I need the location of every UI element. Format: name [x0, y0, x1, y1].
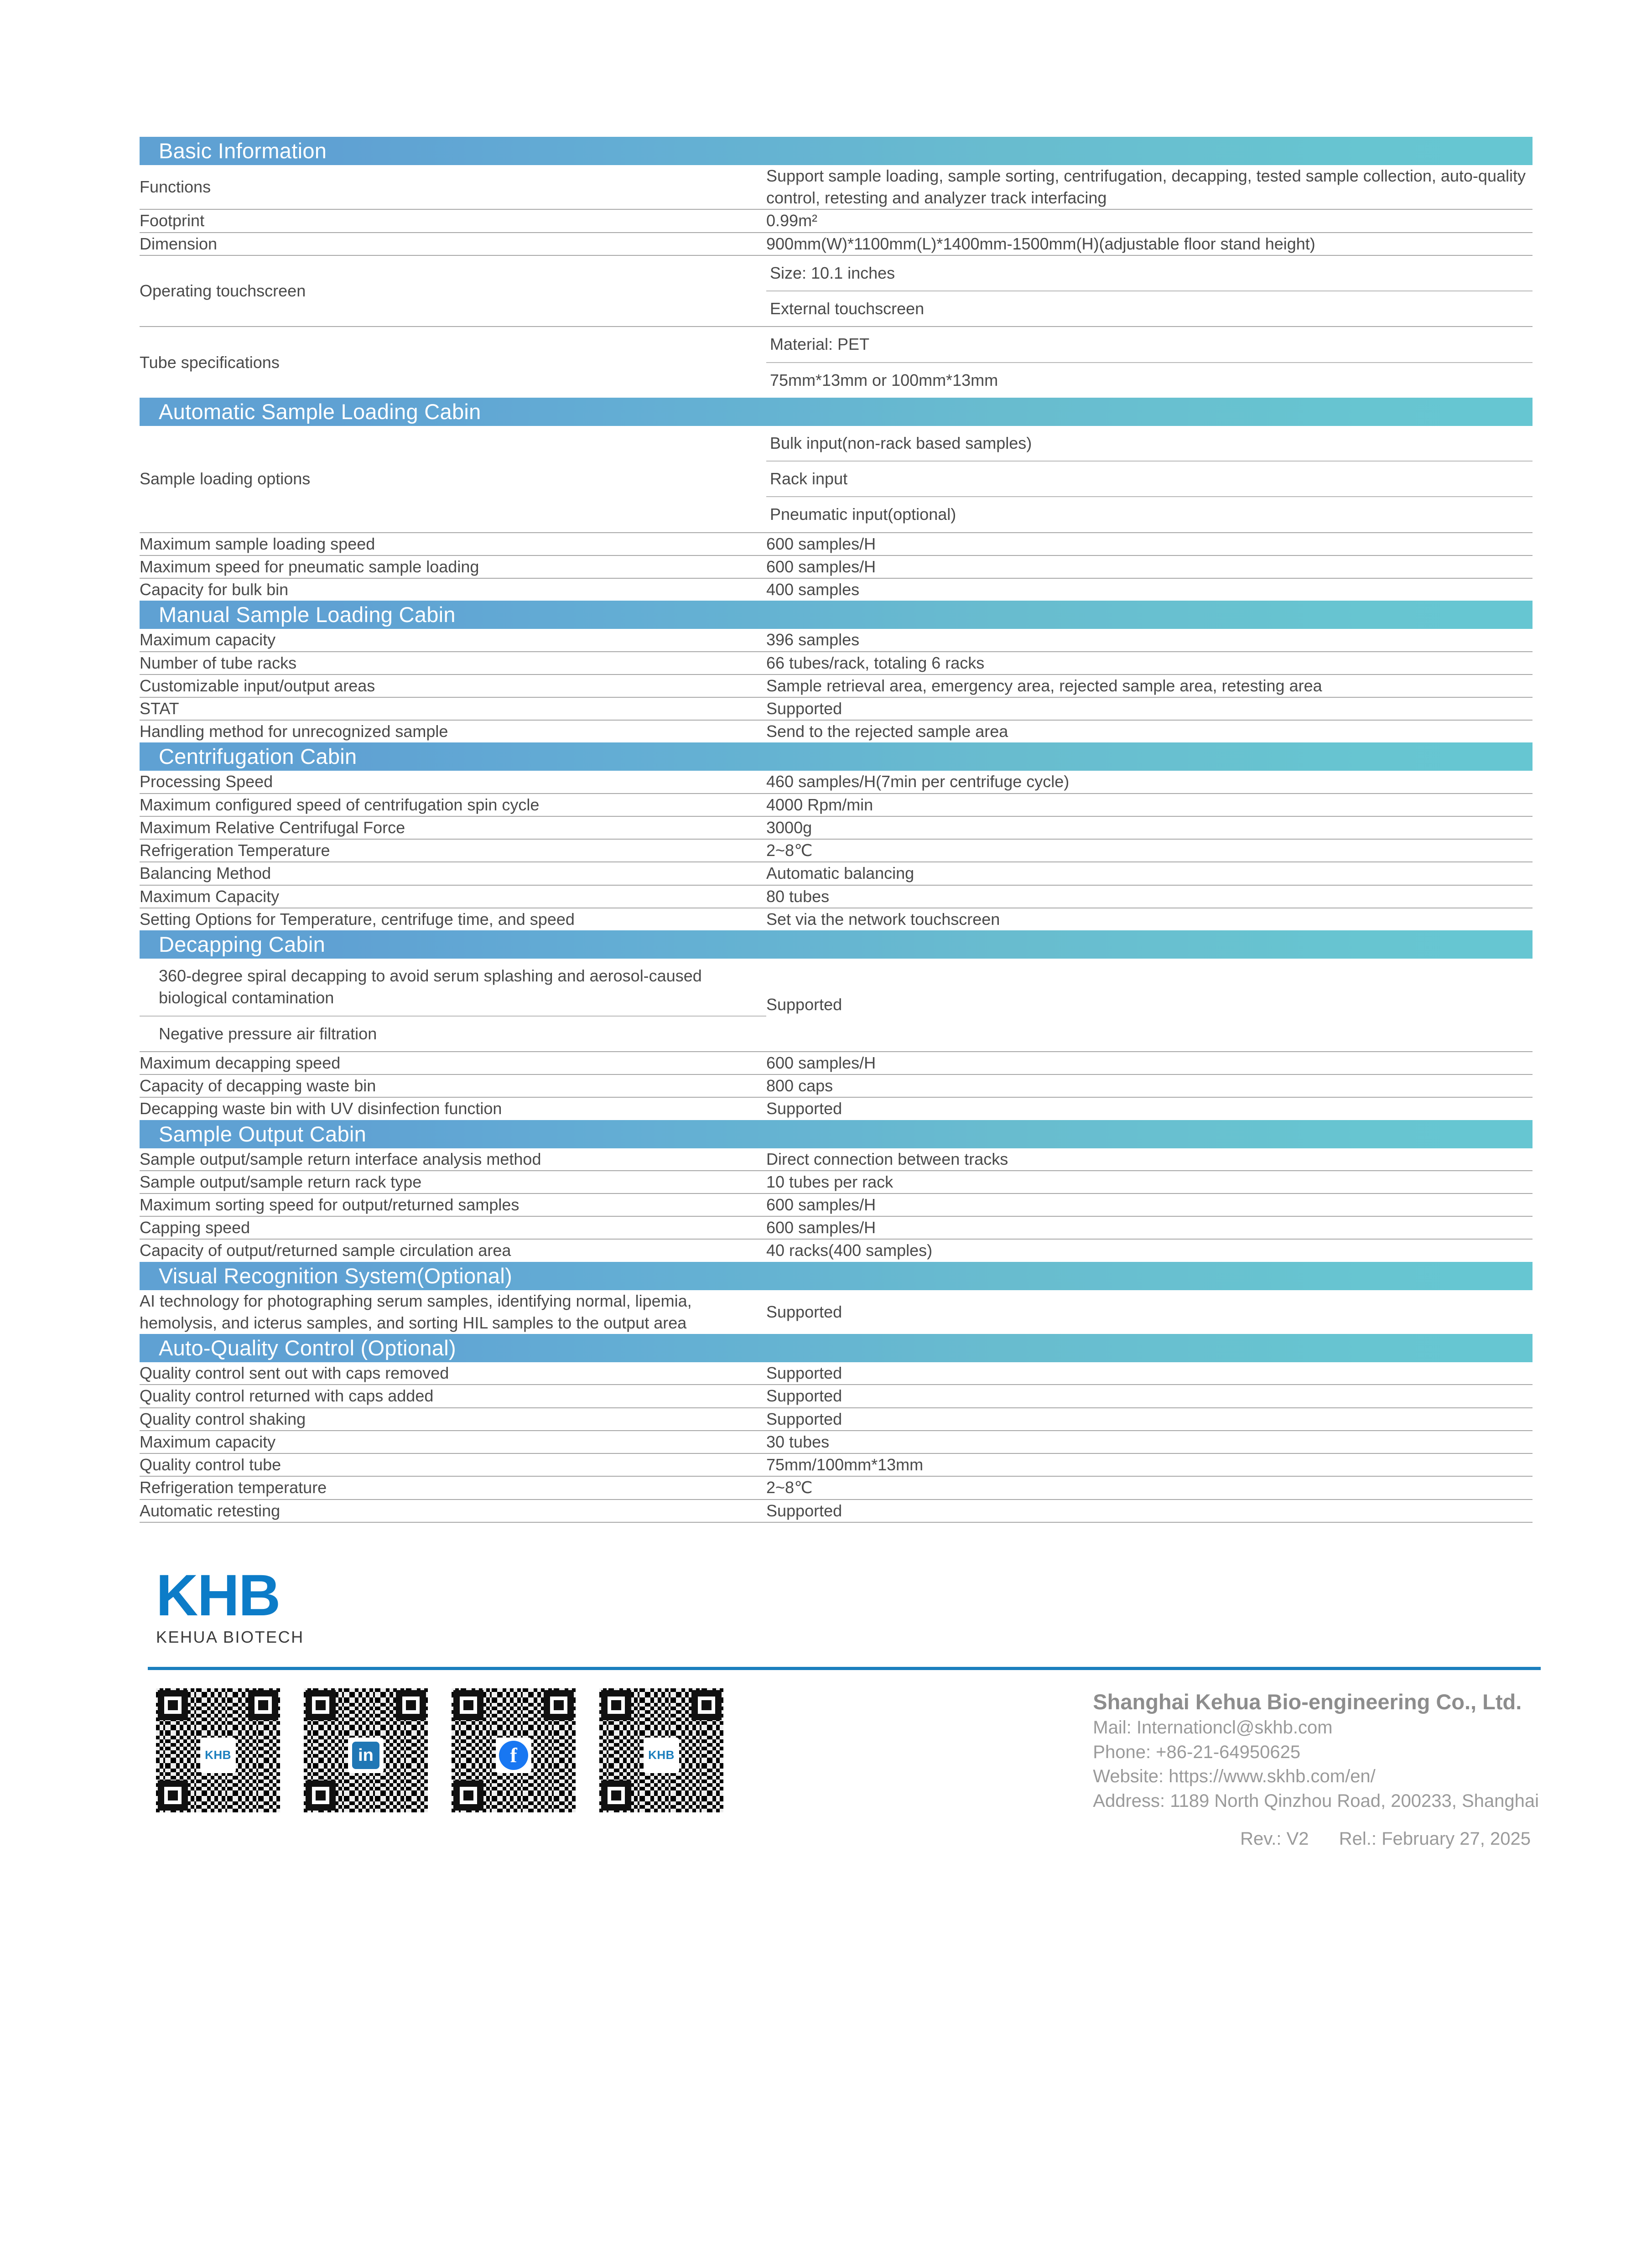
section-header-1	[140, 398, 1533, 426]
spec-row	[140, 1431, 1533, 1453]
spec-row	[140, 165, 1533, 209]
spec-label-cell: Maximum capacity	[140, 1431, 766, 1453]
spec-row	[140, 233, 1533, 255]
spec-value: Bulk input(non-rack based samples)	[770, 433, 1032, 452]
spec-value: 400 samples	[766, 578, 1533, 601]
khb-badge-text: KHB	[648, 1748, 675, 1762]
spec-value: 600 samples/H	[766, 1052, 1533, 1074]
spec-value: Automatic balancing	[766, 862, 1533, 885]
spec-value: 80 tubes	[766, 885, 1533, 908]
spec-value: Supported	[766, 1364, 842, 1383]
spec-value: 2~8℃	[766, 1476, 1533, 1499]
spec-label-cell: Maximum decapping speed	[140, 1052, 766, 1074]
spec-value: Size: 10.1 inches	[770, 263, 895, 282]
spec-value: Supported	[766, 1385, 1533, 1407]
qr-finder-icon	[453, 1690, 483, 1720]
spec-row	[140, 1453, 1533, 1476]
spec-row	[140, 1385, 1533, 1407]
spec-label-cell: Maximum sorting speed for output/returned samples	[140, 1193, 766, 1216]
revision-line	[148, 1829, 1533, 1849]
page-footer	[140, 1562, 1539, 1850]
contact-phone: Phone: +86-21-64950625	[1093, 1742, 1301, 1762]
spec-label-cell: Maximum Capacity	[140, 885, 766, 908]
qr-code-group	[148, 1688, 723, 1812]
spec-row	[140, 1290, 1533, 1334]
khb-badge-icon	[200, 1738, 236, 1773]
qr-khb-primary[interactable]	[156, 1688, 280, 1812]
section-header-row	[140, 1120, 1533, 1148]
section-header-3	[140, 742, 1533, 771]
spec-value: Direct connection between tracks	[766, 1149, 1008, 1168]
spec-row	[140, 1052, 1533, 1074]
spec-value: 3000g	[766, 816, 1533, 839]
spec-row	[140, 1408, 1533, 1431]
contact-website[interactable]: Website: https://www.skhb.com/en/	[1093, 1766, 1376, 1787]
spec-label-cell: Quality control sent out with caps removed	[140, 1364, 449, 1383]
spec-value-cell	[766, 426, 1533, 533]
company-name: Shanghai Kehua Bio-engineering Co., Ltd.	[1093, 1689, 1522, 1714]
spec-value: Supported	[766, 697, 1533, 720]
contact-mail: Mail: Internationcl@skhb.com	[1093, 1717, 1333, 1738]
spec-label-cell: Quality control shaking	[140, 1408, 766, 1431]
spec-row	[140, 652, 1533, 675]
spec-label-cell: Maximum capacity	[140, 630, 276, 649]
khb-badge-icon	[644, 1738, 679, 1773]
spec-value: Rack input	[766, 461, 1533, 497]
footer-divider-rule	[148, 1667, 1541, 1670]
spec-value: 4000 Rpm/min	[766, 794, 1533, 816]
spec-value: 40 racks(400 samples)	[766, 1239, 1533, 1261]
spec-row	[140, 1148, 1533, 1171]
spec-value: 460 samples/H(7min per centrifuge cycle)	[766, 772, 1070, 791]
spec-row	[140, 209, 1533, 232]
spec-row	[140, 959, 1533, 1052]
spec-label-cell: Tube specifications	[140, 327, 766, 397]
table-bottom-rule	[140, 1522, 1533, 1523]
spec-row	[140, 816, 1533, 839]
section-title: Auto-Quality Control (Optional)	[159, 1336, 456, 1360]
section-header-row	[140, 930, 1533, 959]
spec-value: Support sample loading, sample sorting, centrifugation, decapping, tested sample collection, auto-quality control, retesting and analyzer track interfacing	[766, 166, 1526, 208]
spec-value: Send to the rejected sample area	[766, 720, 1533, 742]
spec-label-cell: Processing Speed	[140, 772, 273, 791]
spec-row	[140, 1171, 1533, 1193]
specification-table	[140, 137, 1533, 1522]
qr-finder-icon	[691, 1690, 722, 1720]
spec-value: 75mm*13mm or 100mm*13mm	[766, 363, 1533, 398]
spec-value: Material: PET	[770, 335, 870, 354]
qr-facebook[interactable]	[452, 1688, 576, 1812]
qr-linkedin[interactable]	[304, 1688, 428, 1812]
spec-value: 75mm/100mm*13mm	[766, 1453, 1533, 1476]
qr-finder-icon	[601, 1780, 631, 1811]
spec-value: 900mm(W)*1100mm(L)*1400mm-1500mm(H)(adjustable floor stand height)	[766, 233, 1533, 255]
spec-value: Supported	[766, 1499, 1533, 1522]
spec-row	[140, 1239, 1533, 1261]
section-title: Sample Output Cabin	[159, 1121, 367, 1146]
khb-logo	[156, 1562, 1533, 1647]
spec-value: 30 tubes	[766, 1431, 1533, 1453]
spec-row	[140, 555, 1533, 578]
spec-value: 0.99m²	[766, 209, 1533, 232]
stacked-value-list	[766, 256, 1533, 326]
section-header-5	[140, 1120, 1533, 1148]
spec-label-cell: Quality control returned with caps added	[140, 1385, 766, 1407]
spec-label-cell: Maximum sample loading speed	[140, 533, 766, 555]
qr-finder-icon	[158, 1780, 188, 1811]
facebook-icon	[496, 1738, 531, 1773]
spec-label-cell: Functions	[140, 177, 211, 197]
spec-label-cell: Decapping waste bin with UV disinfection function	[140, 1097, 766, 1120]
spec-label-cell: Sample output/sample return rack type	[140, 1171, 766, 1193]
contact-address: Address: 1189 North Qinzhou Road, 200233, Shanghai	[1093, 1790, 1539, 1811]
section-header-7	[140, 1334, 1533, 1362]
spec-row	[140, 720, 1533, 742]
spec-row	[140, 426, 1533, 533]
section-header-row	[140, 137, 1533, 165]
spec-value: Set via the network touchscreen	[766, 908, 1533, 930]
spec-label-cell: Setting Options for Temperature, centrifuge time, and speed	[140, 908, 766, 930]
spec-value: 600 samples/H	[766, 1216, 1533, 1239]
spec-label-cell: Sample loading options	[140, 469, 311, 488]
spec-label-cell: Sample output/sample return interface analysis method	[140, 1149, 541, 1168]
spec-value: 600 samples/H	[766, 533, 1533, 555]
spec-row	[140, 533, 1533, 555]
spec-row	[140, 629, 1533, 651]
spec-label-cell	[140, 959, 766, 1052]
spec-label-cell: AI technology for photographing serum samples, identifying normal, lipemia, hemolysis, and icterus samples, and sorting HIL samples to the output area	[140, 1291, 692, 1332]
spec-label: Negative pressure air filtration	[140, 1016, 766, 1051]
section-title: Decapping Cabin	[159, 932, 326, 957]
spec-row	[140, 327, 1533, 397]
spec-label-cell: Operating touchscreen	[140, 255, 766, 327]
khb-logo-wordmark: KHB	[156, 1562, 280, 1628]
qr-finder-icon	[453, 1780, 483, 1811]
section-header-row	[140, 1334, 1533, 1362]
spec-value: Sample retrieval area, emergency area, rejected sample area, retesting area	[766, 675, 1533, 697]
spec-label-cell: Maximum configured speed of centrifugation spin cycle	[140, 794, 766, 816]
spec-label-cell: Balancing Method	[140, 862, 766, 885]
section-header-0	[140, 137, 1533, 165]
spec-label-cell: Customizable input/output areas	[140, 675, 766, 697]
spec-label-cell: Maximum speed for pneumatic sample loading	[140, 555, 766, 578]
stacked-label-list	[140, 959, 766, 1051]
spec-value: 66 tubes/rack, totaling 6 racks	[766, 652, 1533, 675]
section-header-row	[140, 601, 1533, 629]
khb-badge-text: KHB	[205, 1748, 231, 1762]
section-title: Basic Information	[159, 139, 327, 163]
section-title: Manual Sample Loading Cabin	[159, 602, 456, 627]
spec-row	[140, 839, 1533, 862]
spec-value-cell	[766, 255, 1533, 327]
section-title: Automatic Sample Loading Cabin	[159, 399, 481, 424]
contact-block	[1093, 1688, 1541, 1814]
spec-row	[140, 1499, 1533, 1522]
section-header-row	[140, 398, 1533, 426]
spec-value: 600 samples/H	[766, 1193, 1533, 1216]
spec-row	[140, 1216, 1533, 1239]
spec-label-cell: Dimension	[140, 233, 766, 255]
qr-finder-icon	[248, 1690, 278, 1720]
spec-row	[140, 675, 1533, 697]
spec-label: 360-degree spiral decapping to avoid serum splashing and aerosol-caused biological contamination	[159, 966, 702, 1007]
spec-label-cell: Refrigeration Temperature	[140, 839, 766, 862]
spec-value: Pneumatic input(optional)	[766, 497, 1533, 532]
spec-value: 2~8℃	[766, 839, 1533, 862]
qr-finder-icon	[306, 1780, 336, 1811]
qr-finder-icon	[601, 1690, 631, 1720]
spec-label-cell: Automatic retesting	[140, 1499, 766, 1522]
spec-value: Supported	[766, 1408, 1533, 1431]
revision-number: Rev.: V2	[1240, 1829, 1309, 1849]
linkedin-glyph: in	[352, 1742, 379, 1769]
section-title: Centrifugation Cabin	[159, 744, 357, 769]
spec-label-cell: Capacity for bulk bin	[140, 578, 766, 601]
spec-row	[140, 1476, 1533, 1499]
khb-logo-tagline: KEHUA BIOTECH	[156, 1627, 304, 1646]
qr-finder-icon	[396, 1690, 426, 1720]
spec-row	[140, 1097, 1533, 1120]
qr-finder-icon	[544, 1690, 574, 1720]
section-header-2	[140, 601, 1533, 629]
spec-row	[140, 578, 1533, 601]
spec-label-cell: Capacity of output/returned sample circulation area	[140, 1239, 766, 1261]
spec-row	[140, 794, 1533, 816]
spec-row	[140, 862, 1533, 885]
stacked-value-list	[766, 426, 1533, 532]
linkedin-icon	[348, 1738, 384, 1773]
spec-label-cell: STAT	[140, 697, 766, 720]
spec-label-cell: Handling method for unrecognized sample	[140, 720, 766, 742]
spec-row	[140, 771, 1533, 793]
spec-value: Supported	[766, 1302, 842, 1321]
section-header-4	[140, 930, 1533, 959]
spec-value: 800 caps	[766, 1074, 1533, 1097]
spec-row	[140, 908, 1533, 930]
spec-label-cell: Maximum Relative Centrifugal Force	[140, 816, 766, 839]
section-header-row	[140, 1262, 1533, 1290]
spec-label-cell: Refrigeration temperature	[140, 1476, 766, 1499]
qr-khb-secondary[interactable]	[599, 1688, 723, 1812]
section-header-6	[140, 1262, 1533, 1290]
release-date: Rel.: February 27, 2025	[1339, 1829, 1531, 1849]
spec-label-cell: Footprint	[140, 209, 766, 232]
spec-row	[140, 885, 1533, 908]
spec-value: Supported	[766, 995, 842, 1014]
spec-label-cell: Capacity of decapping waste bin	[140, 1074, 766, 1097]
spec-value: 396 samples	[766, 630, 860, 649]
section-header-row	[140, 742, 1533, 771]
spec-label-cell: Quality control tube	[140, 1453, 766, 1476]
qr-finder-icon	[306, 1690, 336, 1720]
spec-row	[140, 255, 1533, 327]
qr-finder-icon	[158, 1690, 188, 1720]
spec-label-cell: Number of tube racks	[140, 652, 766, 675]
spec-value: 10 tubes per rack	[766, 1171, 1533, 1193]
spec-row	[140, 1074, 1533, 1097]
spec-row	[140, 1193, 1533, 1216]
facebook-glyph: f	[499, 1741, 528, 1770]
spec-value: External touchscreen	[766, 291, 1533, 326]
spec-row	[140, 1362, 1533, 1385]
stacked-value-list	[766, 327, 1533, 397]
spec-row	[140, 697, 1533, 720]
spec-value: 600 samples/H	[766, 555, 1533, 578]
section-title: Visual Recognition System(Optional)	[159, 1263, 513, 1288]
spec-label-cell: Capping speed	[140, 1216, 766, 1239]
spec-value: Supported	[766, 1097, 1533, 1120]
spec-value-cell	[766, 327, 1533, 397]
